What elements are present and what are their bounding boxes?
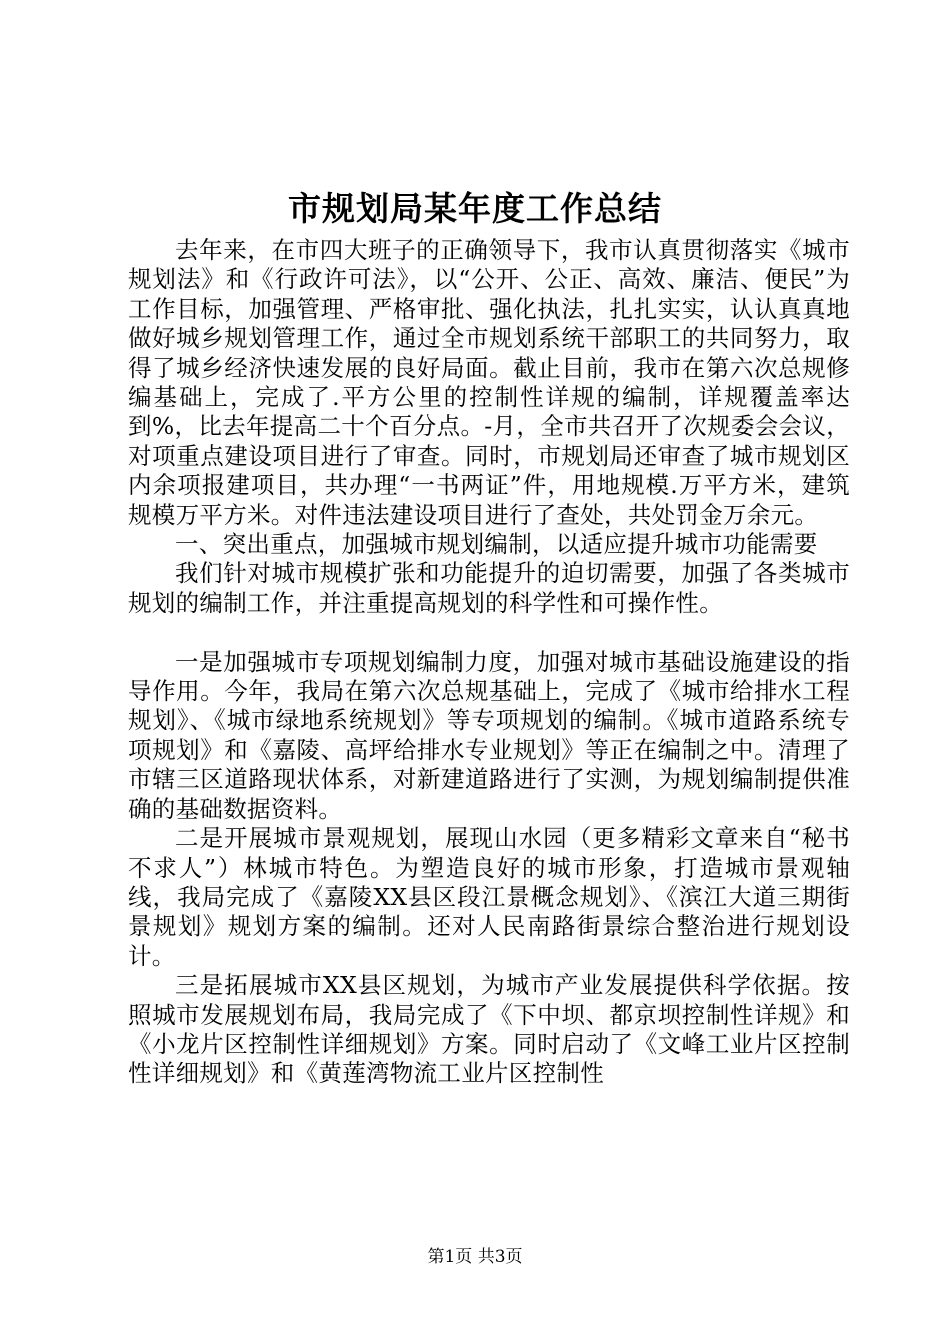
paragraph-item-1: 一是加强城市专项规划编制力度，加强对城市基础设施建设的指导作用。今年，我局在第六次总规基础上，完成了《城市给排水工程规划》、《城市绿地系统规划》等专项规划的编制。《城市道路系统专项规划》和《嘉陵、高坪给排水专业规划》等正在编制之中。清理了市辖三区道路现状体系，对新建道路进行了实测，为规划编制提供准确的基础数据资料。 — [128, 647, 850, 823]
paragraph-intro: 去年来，在市四大班子的正确领导下，我市认真贯彻落实《城市规划法》和《行政许可法》，以“公开、公正、高效、廉洁、便民”为工作目标，加强管理、严格审批、强化执法，扎扎实实，认认真真地做好城乡规划管理工作，通过全市规划系统干部职工的共同努力，取得了城乡经济快速发展的良好局面。截止目前，我市在第六次总规修编基础上，完成了.平方公里的控制性详规的编制，详规覆盖率达到%，比去年提高二十个百分点。-月，全市共召开了次规委会会议，对项重点建设项目进行了审查。同时，市规划局还审查了城市规划区内余项报建项目，共办理“一书两证”件，用地规模.万平方米，建筑规模万平方米。对件违法建设项目进行了查处，共处罚金万余元。 — [128, 236, 850, 529]
document-title: 市规划局某年度工作总结 — [288, 189, 662, 228]
paragraph-section-1-lead: 我们针对城市规模扩张和功能提升的迫切需要，加强了各类城市规划的编制工作，并注重提高规划的科学性和可操作性。 — [128, 559, 850, 617]
page-number-footer: 第1页 共3页 — [427, 1247, 523, 1267]
paragraph-item-2: 二是开展城市景观规划，展现山水园（更多精彩文章来自“秘书不求人”）林城市特色。为塑造良好的城市形象，打造城市景观轴线，我局完成了《嘉陵XX县区段江景概念规划》、《滨江大道三期街景规划》规划方案的编制。还对人民南路街景综合整治进行规划设计。 — [128, 824, 850, 970]
document-body — [128, 236, 850, 1089]
section-heading-1: 一、突出重点，加强城市规划编制，以适应提升城市功能需要 — [175, 530, 818, 559]
paragraph-item-3: 三是拓展城市XX县区规划，为城市产业发展提供科学依据。按照城市发展规划布局，我局完成了《下中坝、都京坝控制性详规》和《小龙片区控制性详细规划》方案。同时启动了《文峰工业片区控制性详细规划》和《黄莲湾物流工业片区控制性 — [128, 971, 850, 1088]
